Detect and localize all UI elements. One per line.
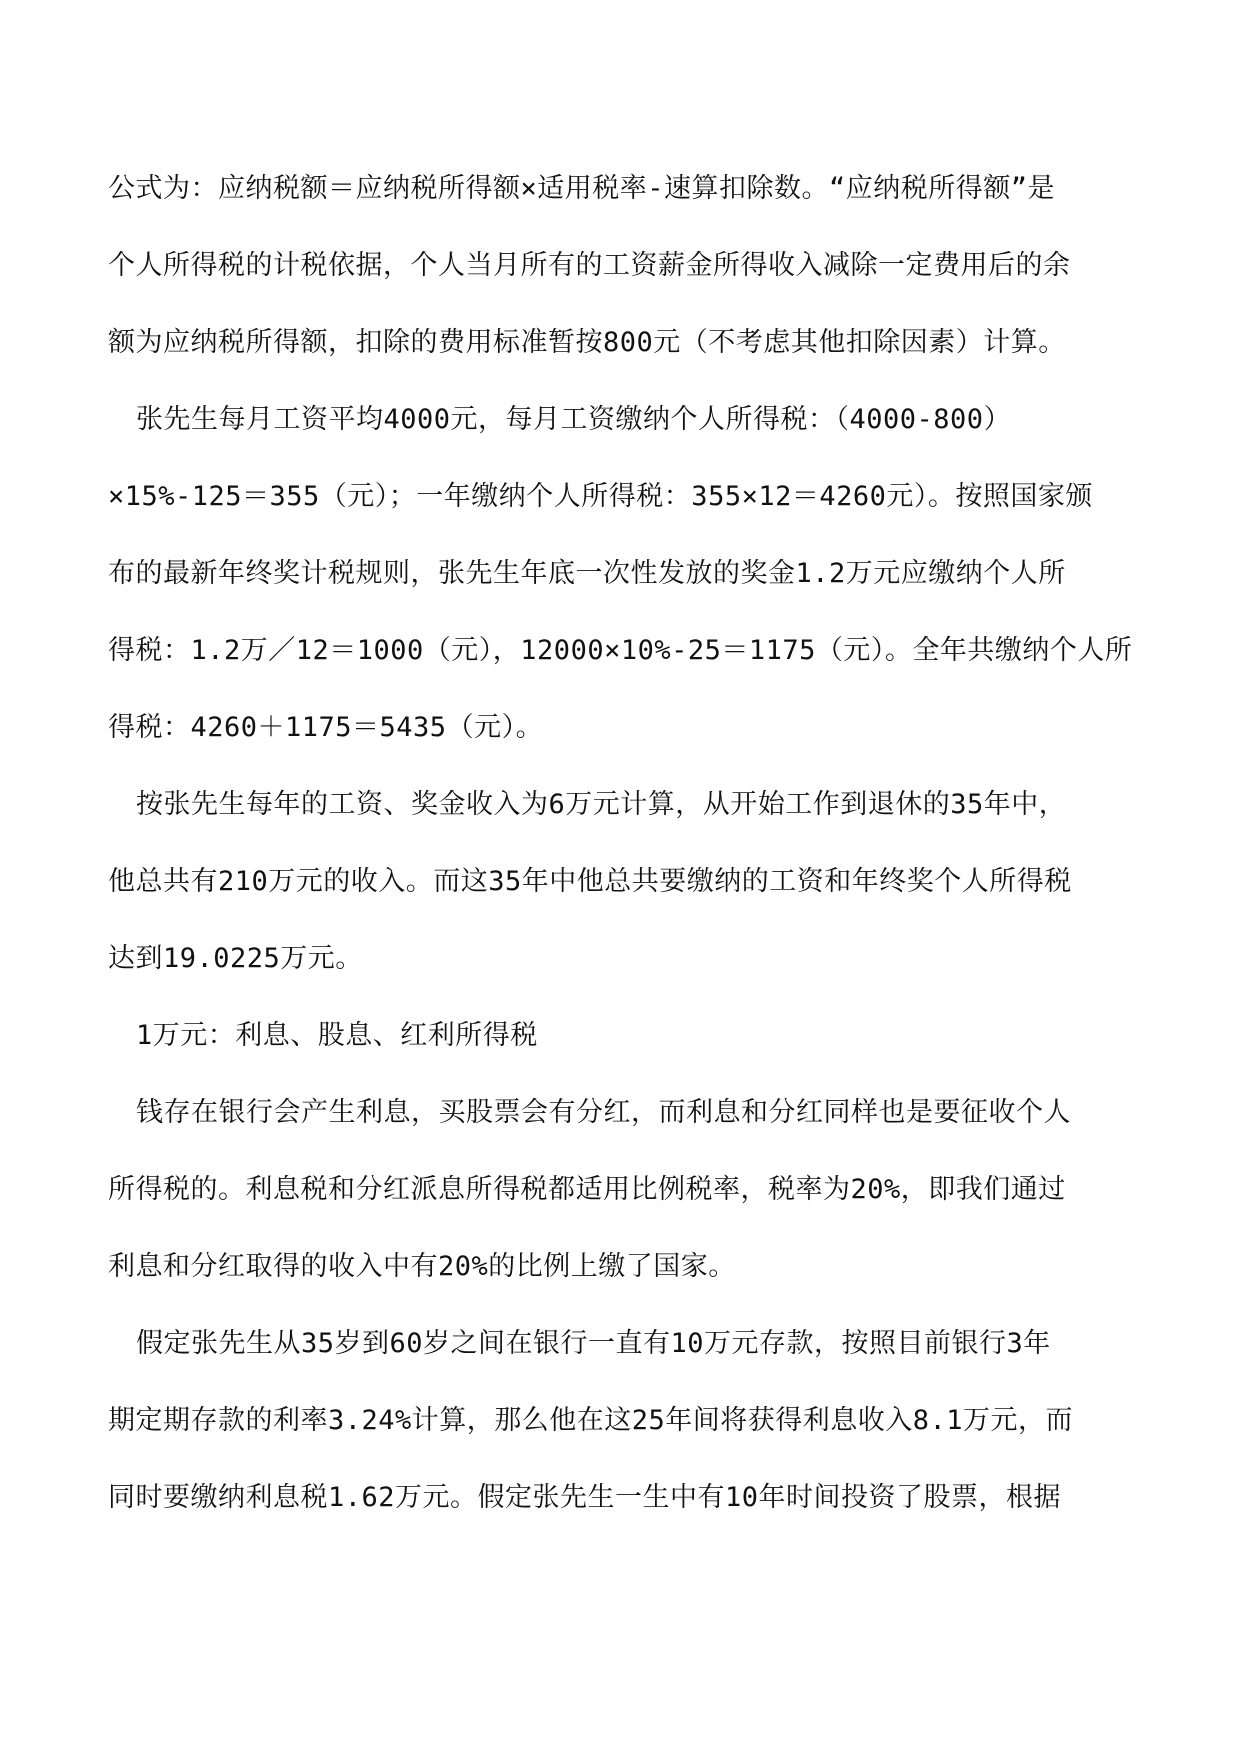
text-line: 得税：4260＋1175＝5435（元）。	[108, 712, 544, 743]
text-line: 个人所得税的计税依据，个人当月所有的工资薪金所得收入减除一定费用后的余	[108, 250, 1071, 281]
text-line: 达到19.0225万元。	[108, 943, 363, 974]
text-line: 布的最新年终奖计税规则，张先生年底一次性发放的奖金1.2万元应缴纳个人所	[108, 558, 1066, 589]
section-heading: 1万元：利息、股息、红利所得税	[136, 1020, 538, 1051]
text-line: 所得税的。利息税和分红派息所得税都适用比例税率，税率为20%，即我们通过	[108, 1174, 1066, 1205]
text-line: 假定张先生从35岁到60岁之间在银行一直有10万元存款，按照目前银行3年	[136, 1328, 1051, 1359]
text-line: 他总共有210万元的收入。而这35年中他总共要缴纳的工资和年终奖个人所得税	[108, 866, 1072, 897]
text-line: 额为应纳税所得额，扣除的费用标准暂按800元（不考虑其他扣除因素）计算。	[108, 327, 1066, 358]
text-line: 同时要缴纳利息税1.62万元。假定张先生一生中有10年时间投资了股票，根据	[108, 1482, 1062, 1513]
text-line: 期定期存款的利率3.24%计算，那么他在这25年间将获得利息收入8.1万元，而	[108, 1405, 1074, 1436]
document-body	[108, 150, 1138, 1536]
text-line: 张先生每月工资平均4000元，每月工资缴纳个人所得税：（4000-800）	[136, 404, 1012, 435]
text-line: 按张先生每年的工资、奖金收入为6万元计算，从开始工作到退休的35年中，	[136, 789, 1067, 820]
text-line: 得税：1.2万／12＝1000（元），12000×10%-25＝1175（元）。全年共缴纳个人所	[108, 635, 1133, 666]
text-line: 公式为：应纳税额＝应纳税所得额×适用税率-速算扣除数。“应纳税所得额”是	[108, 173, 1056, 204]
text-line: 利息和分红取得的收入中有20%的比例上缴了国家。	[108, 1251, 736, 1282]
text-line: ×15%-125＝355（元）；一年缴纳个人所得税：355×12＝4260元）。按照国家颁	[108, 481, 1093, 512]
text-line: 钱存在银行会产生利息，买股票会有分红，而利息和分红同样也是要征收个人	[136, 1097, 1071, 1128]
